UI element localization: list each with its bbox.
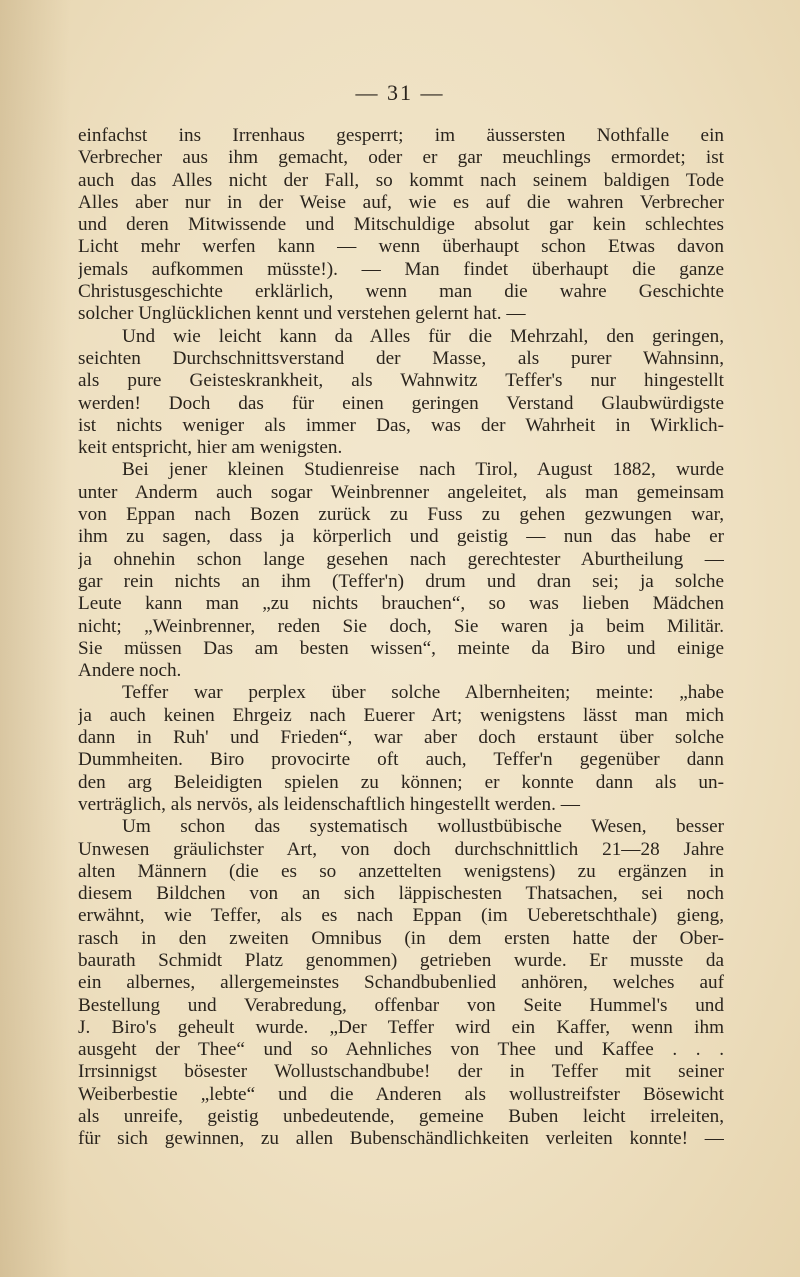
text-line: von Eppan nach Bozen zurück zu Fuss zu gehen gezwungen war, xyxy=(78,504,724,526)
text-line: solcher Unglücklichen kennt und verstehen gelernt hat. — xyxy=(78,303,526,325)
text-line: unter Anderm auch sogar Weinbrenner angeleitet, als man gemeinsam xyxy=(78,481,724,503)
text-line: für sich gewinnen, zu allen Bubenschändlichkeiten verleiten konnte! — xyxy=(78,1128,724,1150)
text-line: erwähnt, wie Teffer, als es nach Eppan (im Ueberetschthale) gieng, xyxy=(78,905,724,927)
text-line: als unreife, geistig unbedeutende, gemeine Buben leicht irreleiten, xyxy=(78,1106,724,1128)
text-line: diesem Bildchen von an sich läppischesten Thatsachen, sei noch xyxy=(78,883,724,905)
text-line: Teffer war perplex über solche Albernheiten; meinte: „habe xyxy=(122,682,724,704)
text-line: Verbrecher aus ihm gemacht, oder er gar meuchlings ermordet; ist xyxy=(78,147,724,169)
text-line: Alles aber nur in der Weise auf, wie es auf die wahren Verbrecher xyxy=(78,191,724,213)
text-line: ja auch keinen Ehrgeiz nach Euerer Art; wenigstens lässt man mich xyxy=(78,704,724,726)
text-line: und deren Mitwissende und Mitschuldige absolut gar kein schlechtes xyxy=(78,214,724,236)
text-line: den arg Beleidigten spielen zu können; er konnte dann als un- xyxy=(78,771,724,793)
text-line: ja ohnehin schon lange gesehen nach gerechtester Aburtheilung — xyxy=(78,548,724,570)
page-number: — 31 — xyxy=(355,80,445,105)
text-line: werden! Doch das für einen geringen Verstand Glaubwürdigste xyxy=(78,392,724,414)
text-line: Christusgeschichte erklärlich, wenn man die wahre Geschichte xyxy=(78,281,724,303)
text-line: J. Biro's geheult wurde. „Der Teffer wird ein Kaffer, wenn ihm xyxy=(78,1016,724,1038)
text-line: keit entspricht, hier am wenigsten. xyxy=(78,437,343,459)
text-line: seichten Durchschnittsverstand der Masse, als purer Wahnsinn, xyxy=(78,347,724,369)
text-line: Und wie leicht kann da Alles für die Mehrzahl, den geringen, xyxy=(122,325,724,347)
text-line: ist nichts weniger als immer Das, was der Wahrheit in Wirklich- xyxy=(78,414,724,436)
text-line: baurath Schmidt Platz genommen) getrieben wurde. Er musste da xyxy=(78,949,724,971)
text-line: Irrsinnigst bösester Wollustschandbube! der in Teffer mit seiner xyxy=(78,1061,724,1083)
text-line: verträglich, als nervös, als leidenschaftlich hingestellt werden. — xyxy=(78,793,580,815)
text-line: einfachst ins Irrenhaus gesperrt; im äussersten Nothfalle ein xyxy=(78,125,724,146)
text-line: Andere noch. xyxy=(78,660,182,682)
text-line: auch das Alles nicht der Fall, so kommt nach seinem baldigen Tode xyxy=(78,169,724,191)
body-text xyxy=(78,125,724,1151)
text-line: als pure Geisteskrankheit, als Wahnwitz Teffer's nur hingestellt xyxy=(78,370,724,392)
text-line: Bestellung und Verabredung, offenbar von Seite Hummel's und xyxy=(78,994,724,1016)
text-line: Dummheiten. Biro provocirte oft auch, Teffer'n gegenüber dann xyxy=(78,749,724,771)
text-line: Um schon das systematisch wollustbübische Wesen, besser xyxy=(122,816,724,838)
text-line: rasch in den zweiten Omnibus (in dem ersten hatte der Ober- xyxy=(78,927,724,949)
text-line: Leute kann man „zu nichts brauchen“, so was lieben Mädchen xyxy=(78,593,724,615)
text-line: Sie müssen Das am besten wissen“, meinte da Biro und einige xyxy=(78,637,724,659)
text-line: alten Männern (die es so anzettelten wenigstens) zu ergänzen in xyxy=(78,860,724,882)
text-line: jemals aufkommen müsste!). — Man findet überhaupt die ganze xyxy=(78,258,724,280)
text-line: Unwesen gräulichster Art, von doch durchschnittlich 21—28 Jahre xyxy=(78,838,724,860)
text-line: nicht; „Weinbrenner, reden Sie doch, Sie waren ja beim Militär. xyxy=(78,615,724,637)
text-line: Licht mehr werfen kann — wenn überhaupt schon Etwas davon xyxy=(78,236,724,258)
text-line: Weiberbestie „lebte“ und die Anderen als wollustreifster Bösewicht xyxy=(78,1083,724,1105)
text-line: ausgeht der Thee“ und so Aehnliches von Thee und Kaffee . . . xyxy=(78,1039,724,1061)
text-line: gar rein nichts an ihm (Teffer'n) drum und dran sei; ja solche xyxy=(78,570,724,592)
text-line: Bei jener kleinen Studienreise nach Tirol, August 1882, wurde xyxy=(122,459,724,481)
text-line: ein albernes, allergemeinstes Schandbubenlied anhören, welches auf xyxy=(78,972,724,994)
text-line: dann in Ruh' und Frieden“, war aber doch erstaunt über solche xyxy=(78,727,724,749)
page-gutter-shadow xyxy=(0,0,70,1277)
text-line: ihm zu sagen, dass ja körperlich und geistig — nun das habe er xyxy=(78,526,724,548)
